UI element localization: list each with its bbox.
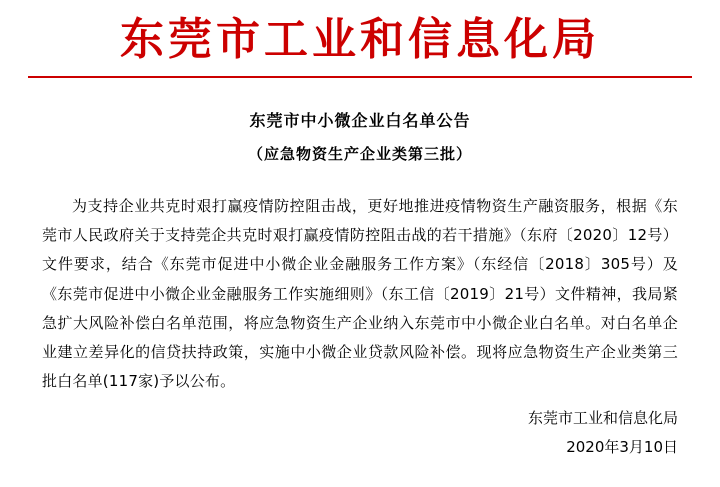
letterhead-divider	[28, 76, 692, 78]
signature-block	[528, 404, 678, 461]
document-subtitle: （应急物资生产企业类第三批）	[247, 144, 472, 163]
document-title: 东莞市中小微企业白名单公告	[249, 111, 471, 131]
document-body: 为支持企业共克时艰打赢疫情防控阻击战，更好地推进疫情物资生产融资服务，根据《东莞市人民政府关于支持莞企共克时艰打赢疫情防控阻击战的若干措施》（东府〔2020〕12号）文件要求，结合《东莞市促进中小微企业金融服务工作方案》（东经信〔2018〕305号）及《东莞市促进中小微企业金融服务工作实施细则》（东工信〔2019〕21号）文件精神，我局紧急扩大风险补偿白名单范围，将应急物资生产企业纳入东莞市中小微企业白名单。对白名单企业建立差异化的信贷扶持政策，实施中小微企业贷款风险补偿。现将应急物资生产企业类第三批白名单(117家)予以公布。	[42, 196, 678, 391]
signature-organization: 东莞市工业和信息化局	[527, 409, 678, 427]
signature-date: 2020年3月10日	[566, 437, 678, 456]
title-block	[28, 108, 692, 166]
letterhead-title: 东莞市工业和信息化局	[120, 14, 600, 65]
